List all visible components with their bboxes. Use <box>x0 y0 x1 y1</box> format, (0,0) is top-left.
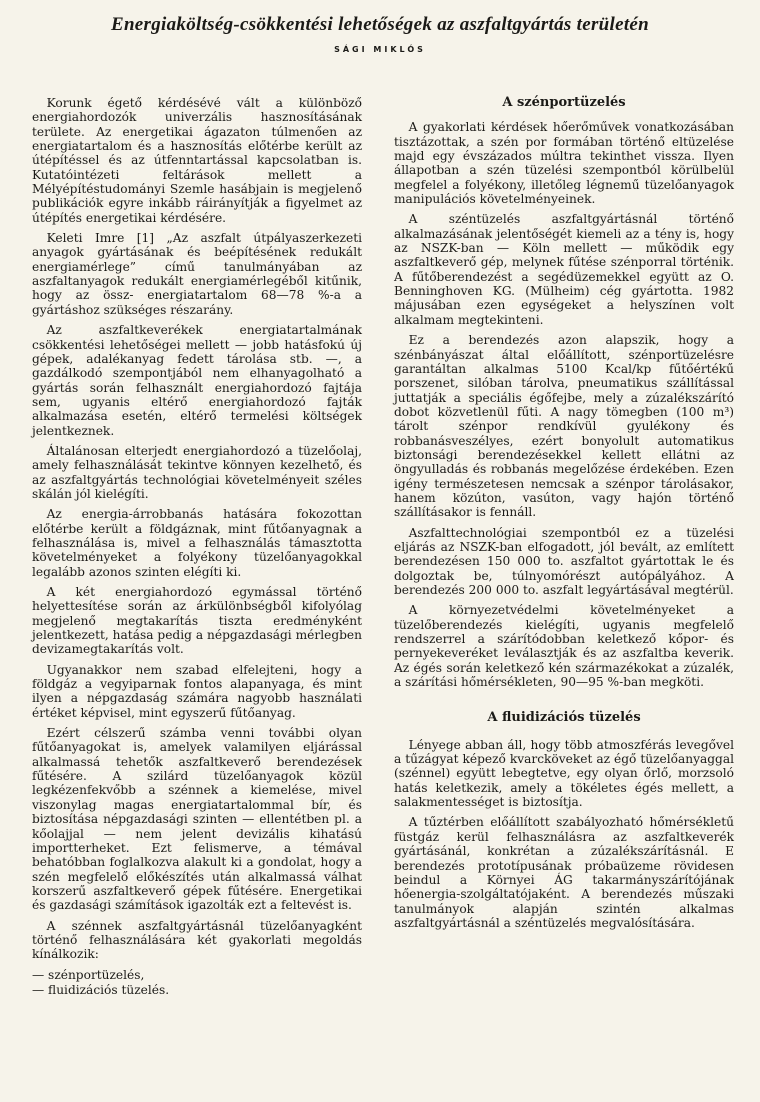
paragraph: A széntüzelés aszfaltgyártásnál történő alkalmazásának jelentőségét kiemeli az a tény is, hogy az NSZK-ban — Köln mellett — működik egy aszfaltkeverő gép, melynek fűtése szénporral történik. A fűtőberendezést a segédüzemekkel együtt az O. Benninghoven KG. (Mülheim) cég gyártotta. 1982 májusában ezen egységeket a helyszínen volt alkalmam megtekinteni. <box>394 212 734 327</box>
paragraph: Ez a berendezés azon alapszik, hogy a szénbányászat által előállított, szénportüzelésre garantáltan alkalmas 5100 Kcal/kp fűtőértékű porszenet, silóban tárolva, pneumatikus szállítással juttatják a speciális égőfejbe, mely a zúzalékszárító dobot közvetlenül fűti. A nagy tömegben (100 m³) tárolt szénpor rendkívül gyulékony és robbanásveszélyes, ezért bonyolult automatikus biztonsági berendezésekkel kellett ellátni az öngyulladás és robbanás megelőzése érdekében. Ezen igény természetesen nemcsak a szénpor tárolásakor, hanem közúton, vasúton, vagy hajón történő szállításakor is fennáll. <box>394 333 734 520</box>
left-column <box>32 96 362 998</box>
section-heading-szenportuzeles: A szénportüzelés <box>502 95 626 110</box>
paragraph: Ugyanakkor nem szabad elfelejteni, hogy a földgáz a vegyiparnak fontos alapanyaga, és mint ilyen a népgazdaság számára nagyobb használati értéket képvisel, mint egyszerű fűtőanyag. <box>32 662 362 720</box>
paragraph: Az energia-árrobbanás hatására fokozottan előtérbe került a földgáznak, mint fűtőanyagnak a felhasználása is, mivel a felhasználás támasztotta követelményeket a folyékony tüzelőanyagokkal legalább azonos szinten elégíti ki. <box>32 507 362 579</box>
paragraph: Lényege abban áll, hogy több atmoszférás levegővel a tűzágyat képező kvarcköveket az égő tüzelőanyaggal (szénnel) együtt lebegtetve, egy olyan őrlő, morzsoló hatás keletkezik, amely a tökéletes égés mellett, a salakmentességet is biztosítja. <box>394 737 734 810</box>
paragraph: Ezért célszerű számba venni további olyan fűtőanyagokat is, amelyek valamilyen eljárással alkalmassá tehetők aszfaltkeverő berendezések fűtésére. A szilárd tüzelőanyagok közül legkézenfekvőbb a szénnek a kiemelése, mivel viszonylag magas energiatartalommal bír, és biztosítása népgazdasági szinten — ellentétben pl. a kőolajjal — nem jelent devizális kihatású importterheket. Ezt felismerve, a témával behatóbban foglalkozva alakult ki a gondolat, hogy a szén megfelelő előkészítés után alkalmassá válhat korszerű aszfaltkeverő gépek fűtésére. Energetikai és gazdasági számítások igazolták ezt a feltevést is. <box>32 726 362 913</box>
right-column <box>394 96 734 936</box>
paragraph: A két energiahordozó egymással történő helyettesítése során az árkülönbségből kifolyólag megjelenő megtakarítás tiszta eredményként jelentkezett, hatása pedig a népgazdasági mérlegben devizamegtakarítás volt. <box>32 585 362 657</box>
paragraph: Aszfalttechnológiai szempontból ez a tüzelési eljárás az NSZK-ban elfogadott, jól bevált, az említett berendezésen 150 000 to. aszfaltot gyártottak le és dolgoztak be, túlnyomórészt autópályához. A berendezés 200 000 to. aszfalt legyártásával megtérül. <box>394 525 734 597</box>
paragraph: A környezetvédelmi követelményeket a tüzelőberendezés kielégíti, ugyanis megfelelő rendszerrel a szárítódobban keletkező kőpor- és pernyekeveréket leválasztják és az aszfaltba keverik. Az égés során keletkező kén származékokat a zúzalék, a szárítási hőmérsékleten, 90—95 %-ban megköti. <box>394 603 734 690</box>
paragraph: A szénnek aszfaltgyártásnál tüzelőanyagként történő felhasználására két gyakorlati megoldás kínálkozik: <box>32 918 362 962</box>
paragraph: A tűztérben előállított szabályozható hőmérsékletű füstgáz kerül felhasználásra az aszfaltkeverék gyártásánál, konkrétan a zúzalékszárításnál. E berendezés prototípusának próbaüzeme rövidesen beindul a Környei ÁG takarmányszárítójának hőenergia-szolgáltatójaként. A berendezés műszaki tanulmányok alapján szintén alkalmas aszfaltgyártásnál a széntüzelés megvalósítására. <box>394 815 734 930</box>
paragraph: Az aszfaltkeverékek energiatartalmának csökkentési lehetőségei mellett — jobb hatásfokú új gépek, adalékanyag fedett tárolása stb. —, a gazdálkodó szempontjából nem elhanyagolható a gyártás során felhasznált energiahordozó fajtája sem, ugyanis eltérő energiahordozó fajták alkalmazása esetén, eltérő termelési költségek jelentkeznek. <box>32 323 362 438</box>
list-item: — fluidizációs tüzelés. <box>32 982 170 997</box>
list-item: — szénportüzelés, <box>32 967 145 982</box>
paragraph: A gyakorlati kérdések hőerőművek vonatkozásában tisztázottak, a szén por formában történő eltüzelése majd egy évszázados múltra tekinthet vissza. Ilyen állapotban a szén tüzelési szempontból körülbelül megfelel a folyékony, illetőleg légnemű tüzelőanyagok manipulációs követelményeinek. <box>394 120 734 207</box>
article-title: Energiaköltség-csökkentési lehetőségek az aszfaltgyártás területén <box>110 14 650 35</box>
paragraph: Keleti Imre [1] „Az aszfalt útpályaszerkezeti anyagok gyártásának és beépítésének redukált energiamérlege” című tanulmányában az aszfaltanyagok redukált energiamérlegéből kitűnik, hogy az össz- energiatartalom 68—78 %-a a gyártáshoz szükséges részarány. <box>32 231 362 317</box>
article-author: SÁGI MIKLÓS <box>334 45 426 54</box>
paragraph: Általánosan elterjedt energiahordozó a tüzelőolaj, amely felhasználását tekintve könnyen kezelhető, és az aszfaltgyártás technológiai követelményeit széles skálán jól kielégíti. <box>32 443 362 501</box>
paragraph: Korunk égető kérdésévé vált a különböző energiahordozók univerzális hasznosításának területe. Az energetikai ágazaton túlmenően az energiatartalom és a hasznosítás előtérbe került az útépítéssel és az útfenntartással kapcsolatban is. Kutatóintézeti feltárások mellett a Mélyépítéstudományi Szemle hasábjain is megjelenő publikációk egyre inkább ráirányítják a figyelmet az útépítés energetikai kérdésére. <box>32 96 362 225</box>
section-heading-fluidizacios: A fluidizációs tüzelés <box>487 710 641 726</box>
